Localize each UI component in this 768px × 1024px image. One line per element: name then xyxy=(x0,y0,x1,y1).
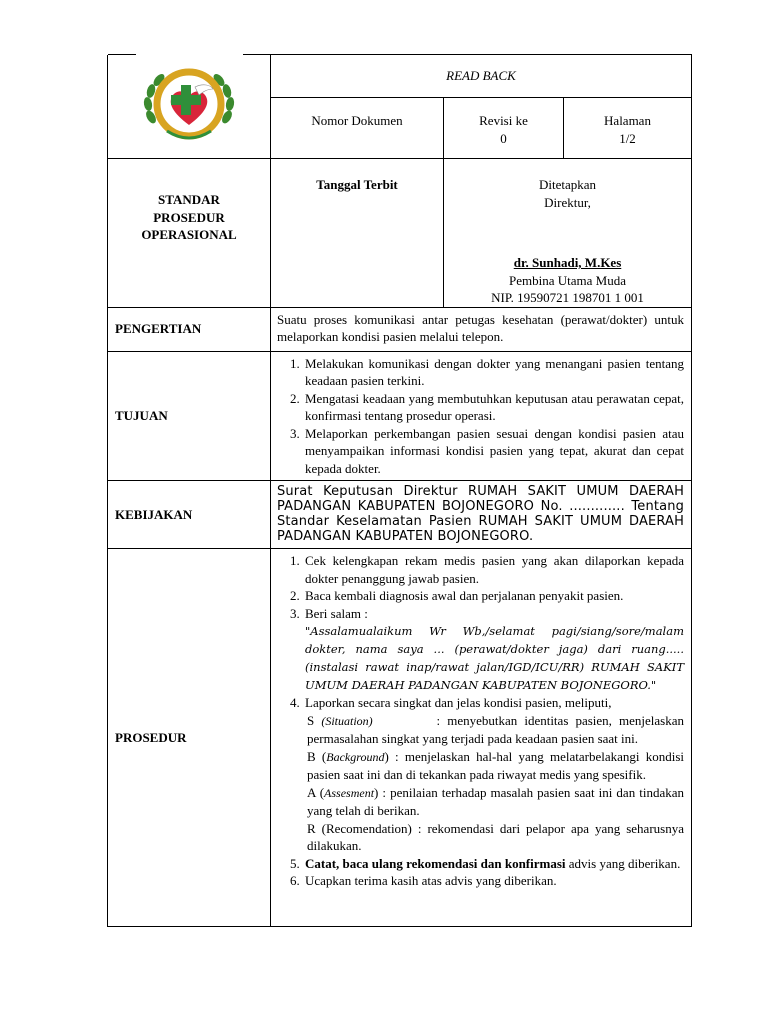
direktur-text: Direktur, xyxy=(544,194,591,210)
prosedur-item: 1. Cek kelengkapan rekam medis pasien yang akan dilaporkan kepada dokter penanggung jawab pasien. xyxy=(303,552,684,587)
prosedur-item: 6. Ucapkan terima kasih atas advis yang diberikan. xyxy=(303,872,684,890)
kebijakan-label: KEBIJAKAN xyxy=(108,481,271,549)
ditetapkan-cell xyxy=(444,159,692,308)
item-5-bold: Catat, baca ulang rekomendasi dan konfirmasi xyxy=(305,855,566,871)
tujuan-content xyxy=(271,351,692,481)
sbar-b xyxy=(305,748,684,784)
pengertian-text: Suatu proses komunikasi antar petugas kesehatan (perawat/dokter) untuk melaporkan kondisi pasien melalui telepon. xyxy=(271,307,692,351)
halaman-cell xyxy=(564,98,692,159)
tujuan-item: 1. Melakukan komunikasi dengan dokter yang menangani pasien tentang keadaan pasien terkini. xyxy=(303,355,684,390)
ditetapkan-text: Ditetapkan xyxy=(538,177,597,192)
prosedur-item-4-text: Laporkan secara singkat dan jelas kondisi pasien, meliputi, xyxy=(305,695,612,710)
a-text: ) : penilaian terhadap masalah pasien saat ini dan tindakan yang telah di berikan. xyxy=(307,784,685,818)
sbar-r: R (Recomendation) : rekomendasi dari pelapor apa yang seharusnya dilakukan. xyxy=(307,820,684,853)
hospital-logo-icon xyxy=(137,59,241,149)
item-5-rest: advis yang diberikan. xyxy=(565,855,681,871)
kebijakan-text: Surat Keputusan Direktur RUMAH SAKIT UMUM DAERAH PADANGAN KABUPATEN BOJONEGORO No. ............. Tentang Standar Keselamatan Pasien RUMAH SAKIT UMUM DAERAH PADANGAN KABUPATEN BOJONEGORO. xyxy=(271,481,692,549)
sop-label-text: STANDAR PROSEDUR OPERASIONAL xyxy=(141,192,237,242)
signer-rank: Pembina Utama Muda xyxy=(509,272,626,288)
prosedur-label: PROSEDUR xyxy=(108,549,271,927)
prosedur-list xyxy=(277,552,684,890)
prosedur-item xyxy=(303,855,684,873)
doc-title: READ BACK xyxy=(271,55,692,98)
revisi-label: Revisi ke xyxy=(479,113,528,128)
tujuan-item: 2. Mengatasi keadaan yang membutuhkan keputusan atau perawatan cepat, konfirmasi tentang prosedur operasi. xyxy=(303,390,684,425)
prosedur-item xyxy=(303,694,684,855)
prosedur-item xyxy=(303,605,684,695)
revisi-value: 0 xyxy=(500,130,507,146)
prosedur-item-3-text: Beri salam : xyxy=(305,605,368,621)
tujuan-item: 3. Melaporkan perkembangan pasien sesuai dengan kondisi pasien atau menyampaikan informasi kondisi pasien yang tepat, akurat dan cepat kepada dokter. xyxy=(303,425,684,478)
halaman-label: Halaman xyxy=(604,113,651,128)
sop-document xyxy=(107,54,691,927)
b-letter: B ( xyxy=(307,748,327,764)
sbar-s xyxy=(305,712,684,748)
s-text: : menyebutkan identitas pasien, menjelaskan permasalahan singkat yang terjadi pada keadaan pasien saat ini. xyxy=(307,712,684,746)
b-term: Background xyxy=(326,749,385,764)
sop-table xyxy=(107,54,692,927)
tujuan-list xyxy=(277,355,684,478)
revisi-cell xyxy=(444,98,564,159)
a-term: Assesment xyxy=(324,785,375,800)
prosedur-content xyxy=(271,549,692,927)
sbar-a xyxy=(305,784,684,820)
signer-nip: NIP. 19590721 198701 1 001 xyxy=(491,290,644,305)
prosedur-item: 2. Baca kembali diagnosis awal dan perjalanan penyakit pasien. xyxy=(303,587,684,605)
nomor-dokumen-label: Nomor Dokumen xyxy=(271,98,444,159)
logo-cell xyxy=(108,55,271,159)
a-letter: A ( xyxy=(307,784,325,800)
b-text: ) : menjelaskan hal-hal yang melatarbelakangi kondisi pasien saat ini dan di tekankan pada riwayat medis yang spesifik. xyxy=(307,748,684,782)
salam-quote: "Assalamualaikum Wr Wb,/selamat pagi/siang/sore/malam dokter, nama saya ... (perawat/dokter jaga) dari ruang..... (instalasi rawat inap/rawat jalan/IGD/ICU/RR) RUMAH SAKIT UMUM DAERAH PADANGAN KABUPATEN BOJONEGORO." xyxy=(305,624,684,692)
s-term: (Situation) xyxy=(321,713,373,728)
sop-label xyxy=(108,159,271,308)
halaman-value: 1/2 xyxy=(619,130,636,146)
tujuan-label: TUJUAN xyxy=(108,351,271,481)
signer-name: dr. Sunhadi, M.Kes xyxy=(513,255,622,270)
s-letter: S xyxy=(307,712,315,728)
tanggal-terbit-label: Tanggal Terbit xyxy=(271,159,444,308)
pengertian-label: PENGERTIAN xyxy=(108,307,271,351)
